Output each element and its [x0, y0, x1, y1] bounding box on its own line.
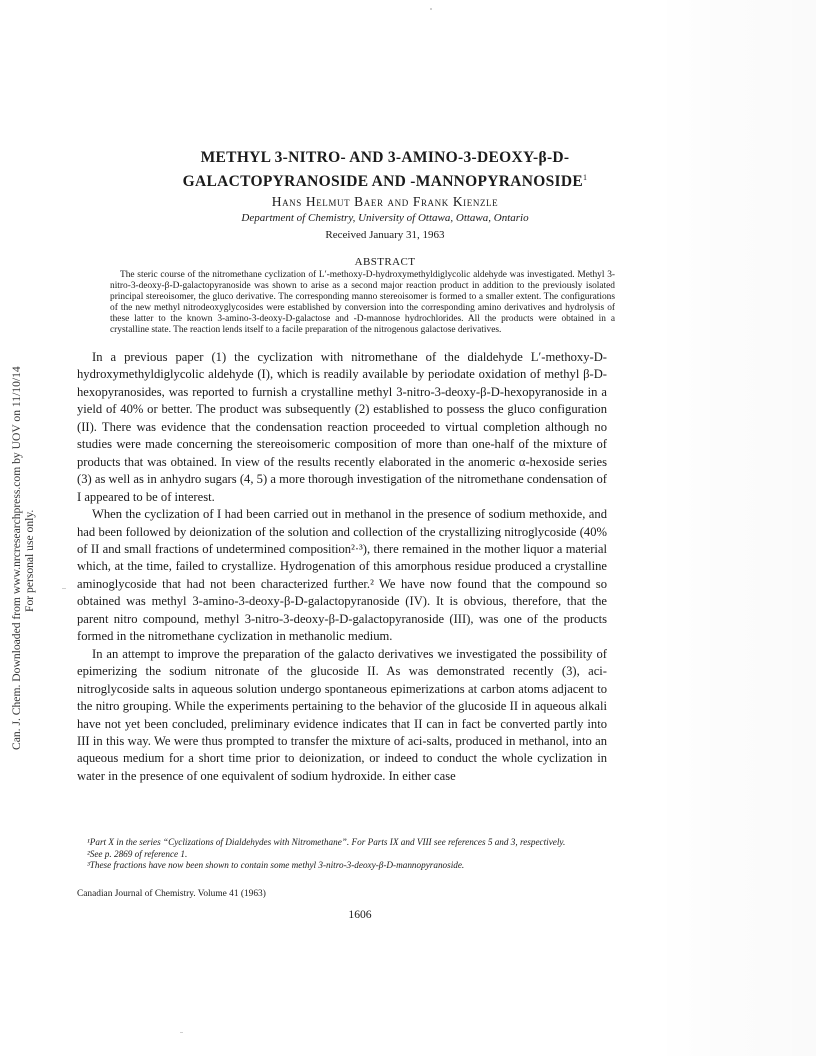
watermark-line-2: For personal use only.: [23, 509, 36, 612]
body-paragraph-2: When the cyclization of I had been carried out in methanol in the presence of sodium methoxide, and had been followed by deionization of the solution and collection of the crystallizing nitroglycoside (40% of II and small fractions of undetermined composition²·³), there remained in the mother liquor a material which, at the time, failed to crystallize. Hydrogenation of this amorphous residue produced a crystalline aminoglycoside that had not been characterized further.² We have now found that the compound so obtained was methyl 3-amino-3-deoxy-β-D-galactopyranoside (IV). It is obvious, therefore, that the parent nitro compound, methyl 3-nitro-3-deoxy-β-D-galactopyranoside (III), was one of the products formed in the nitromethane cyclization in methanolic medium.: [77, 507, 607, 644]
scan-edge-shading: [656, 0, 816, 1056]
abstract-heading: ABSTRACT: [354, 256, 416, 268]
journal-citation: Canadian Journal of Chemistry. Volume 41 (1963): [77, 889, 266, 899]
footnote-2: ²See p. 2869 of reference 1.: [87, 848, 188, 859]
author-affiliation: Department of Chemistry, University of Ottawa, Ottawa, Ontario: [241, 212, 529, 224]
footnotes: [77, 837, 607, 872]
footnote-3: ³These fractions have now been shown to contain some methyl 3-nitro-3-deoxy-β-D-mannopyranoside.: [87, 860, 465, 871]
footnote-1: ¹Part X in the series “Cyclizations of Dialdehydes with Nitromethane”. For Parts IX and VIII see references 5 and 3, respectively.: [87, 837, 566, 847]
body-paragraph-3: In an attempt to improve the preparation of the galacto derivatives we investigated the possibility of epimerizing the sodium nitronate of the glucoside II. As was demonstrated recently (3), aci-nitroglycoside salts in aqueous solution undergo spontaneous epimerizations at carbon atoms adjacent to the nitro grouping. While the experiments pertaining to the behavior of the glucoside II in aqueous alkali have not yet been concluded, preliminary evidence indicates that II can in fact be converted partly into III in this way. We were thus prompted to transfer the mixture of aci-salts, produced in methanol, into an aqueous medium for a short time prior to deionization, or indeed to conduct the whole cyclization in water in the presence of one equivalent of sodium hydroxide. In either case: [77, 646, 607, 783]
watermark-line-1: Can. J. Chem. Downloaded from www.nrcresearchpress.com by UOV on 11/10/14: [10, 366, 23, 750]
author-names: Hans Helmut Baer and Frank Kienzle: [271, 194, 499, 209]
page-number: 1606: [348, 908, 372, 921]
download-watermark: [6, 292, 46, 752]
article-title: [120, 148, 650, 191]
article-body: [77, 349, 607, 785]
scan-speck: [62, 588, 66, 589]
title-footnote-mark: 1: [583, 172, 588, 182]
title-line-2: GALACTOPYRANOSIDE AND -MANNOPYRANOSIDE$^1$: [182, 172, 588, 190]
body-paragraph-1: In a previous paper (1) the cyclization with nitromethane of the dialdehyde L′-methoxy-D-hydroxymethyldiglycolic aldehyde (I), which is readily available by periodate oxidation of methyl β-D-hexopyranosides, was reported to furnish a crystalline methyl 3-nitro-3-deoxy-β-D-hexopyranoside in a yield of 40% or better. The product was subsequently (2) established to possess the gluco configuration (II). There was evidence that the condensation reaction proceeded to virtual completion although no studies were made concerning the stereoisomeric composition of more than one-half of the mixture of products that was obtained. In view of the results recently elaborated in the anomeric α-hexoside series (3) as well as in anhydro sugars (4, 5) a more thorough investigation of the nitromethane condensation of I appeared to be of interest.: [77, 350, 607, 504]
scan-speck: [430, 8, 432, 10]
scan-speck: [180, 1032, 183, 1033]
received-date: Received January 31, 1963: [325, 229, 445, 241]
abstract-text: The steric course of the nitromethane cyclization of L′-methoxy-D-hydroxymethyldiglycolic aldehyde was investigated. Methyl 3-nitro-3-deoxy-β-D-galactopyranoside was shown to arise as a second major reaction product in addition to the previously isolated principal stereoisomer, the gluco derivative. The corresponding manno stereoisomer is formed to a smaller extent. The configurations of the new methyl nitrodeoxyglycosides were established by conversion into the corresponding amino derivatives and hydrolysis of these latter to the known 3-amino-3-deoxy-D-galactose and -D-mannose hydrochlorides. All the products were obtained in a crystalline state. The reaction lends itself to a facile preparation of the nitrogenous galactose derivatives.: [110, 270, 615, 336]
title-line-1: METHYL 3-NITRO- AND 3-AMINO-3-DEOXY-β-D-: [200, 149, 570, 166]
